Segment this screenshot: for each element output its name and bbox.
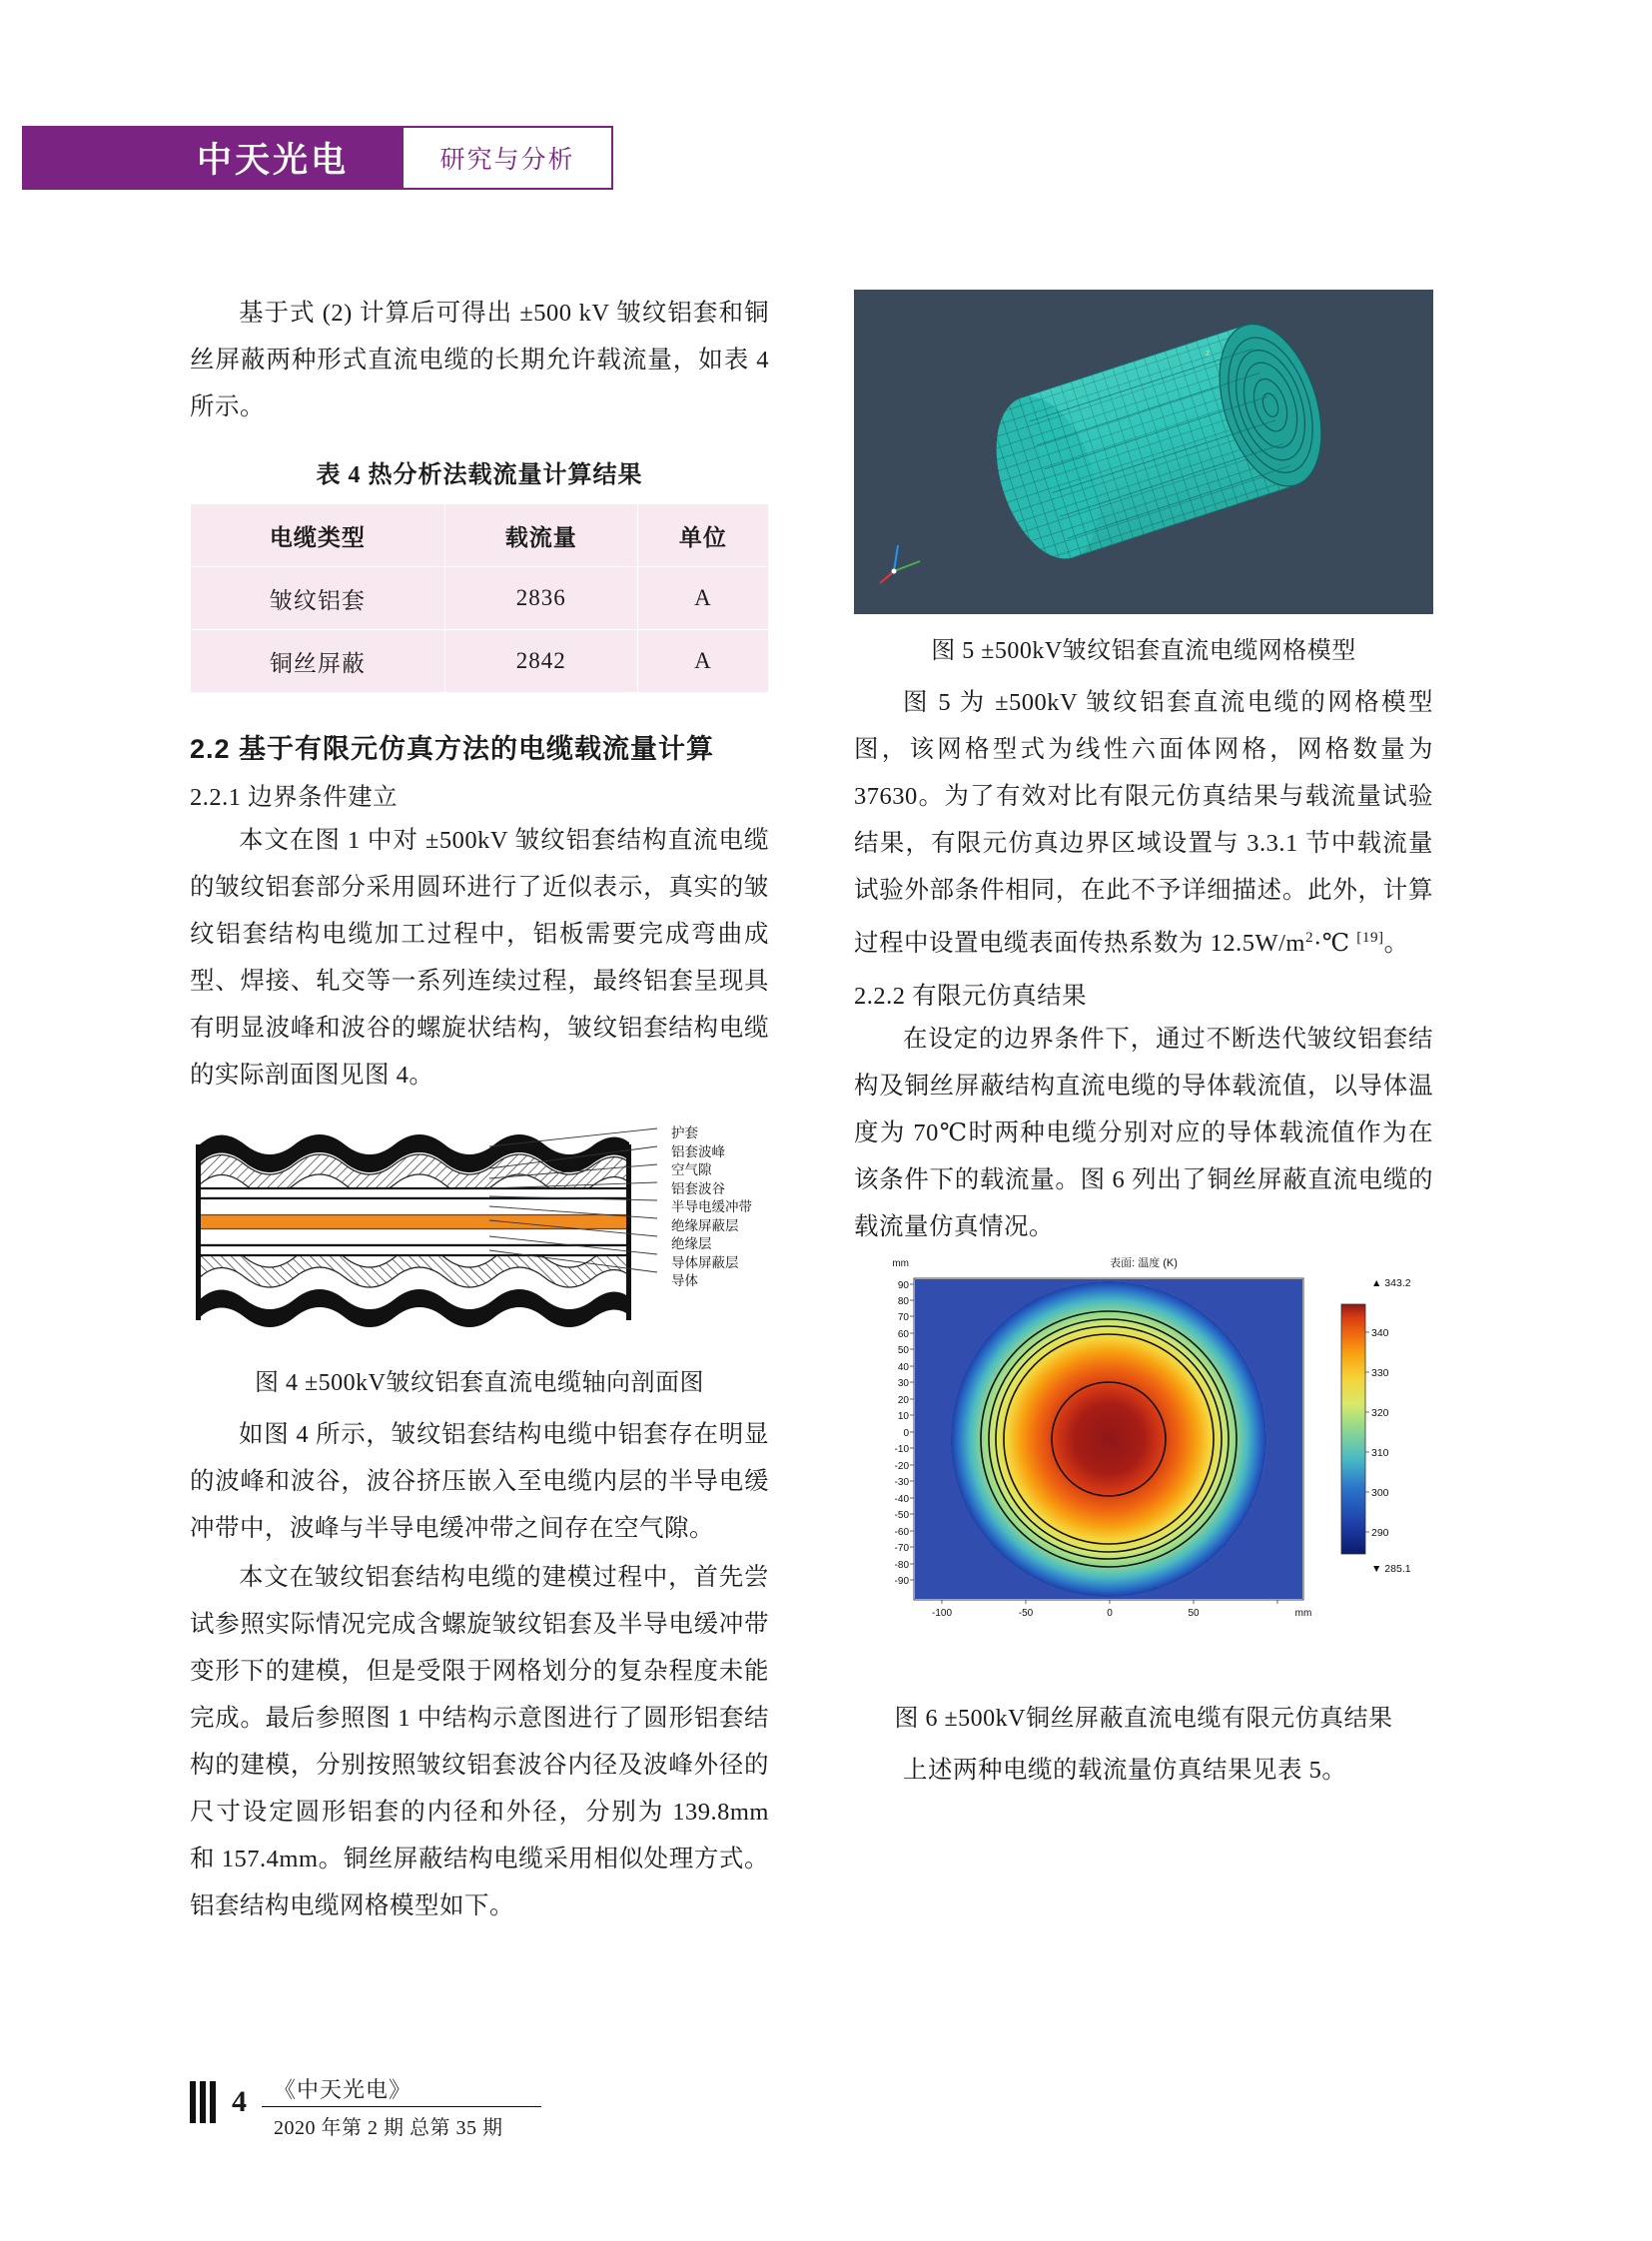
- table-cell-current: 2836: [444, 567, 637, 630]
- table-col-header-current: 载流量: [444, 504, 637, 567]
- right-column: [854, 290, 1433, 1796]
- table4-caption: 表 4 热分析法载流量计算结果: [316, 462, 643, 488]
- journal-title: 《中天光电》: [274, 2077, 413, 2102]
- heading-section-2-2-1: 2.2.1 边界条件建立: [190, 784, 399, 811]
- insulation-shield-bottom: [198, 1228, 629, 1245]
- figure-5-drawing: [854, 290, 1433, 614]
- unit-superscript: 2: [1305, 929, 1314, 946]
- table-col-header-type: 电缆类型: [191, 504, 445, 567]
- footer-text-group: [262, 2073, 541, 2140]
- conductor-core: [198, 1215, 629, 1228]
- table-col-header-unit: 单位: [637, 504, 768, 567]
- svg-text:60: 60: [897, 1329, 909, 1341]
- y-axis-ticks: [910, 1284, 914, 1580]
- semicon-buffer-bottom: [198, 1245, 629, 1255]
- svg-text:-80: -80: [894, 1560, 909, 1572]
- figure-5-caption: 图 5 ±500kV皱纹铝套直流电缆网格模型: [931, 638, 1356, 664]
- paragraph-mesh-description: [854, 679, 1433, 967]
- paragraph-mesh-text: 图 5 为 ±500kV 皱纹铝套直流电缆的网格模型图，该网格型式为线性六面体网格，网格数量为 37630。为了有效对比有限元仿真结果与载流量试验结果，有限元仿真边界区域设置与 3.3.1 节中载流量试验外部条件相同，在此不予详细描述。此外，计算过程中设置电缆表面传热系数为 12.5W/m: [854, 689, 1433, 958]
- table-cell-unit: A: [637, 630, 768, 693]
- insulation-shield-top: [198, 1198, 629, 1215]
- figure-4-label: 空气隙: [671, 1162, 712, 1177]
- svg-text:-50: -50: [894, 1510, 909, 1522]
- svg-text:▼ 285.1: ▼ 285.1: [1371, 1563, 1411, 1576]
- semicon-buffer-top: [198, 1188, 629, 1198]
- figure-6-caption: 图 6 ±500kV铜丝屏蔽直流电缆有限元仿真结果: [894, 1706, 1393, 1733]
- figure-6-plot-title: 表面: 温度 (K): [1110, 1257, 1178, 1270]
- figure-6-temperature-plot: [854, 1252, 1433, 1682]
- heading-section-2-2-2: 2.2.2 有限元仿真结果: [854, 983, 1088, 1011]
- brand-logo: [142, 126, 404, 190]
- figure-4-label-list: [671, 1124, 752, 1291]
- table-row: [191, 630, 769, 693]
- page-number: 4: [232, 2085, 247, 2118]
- svg-text:-90: -90: [894, 1576, 909, 1588]
- svg-text:330: 330: [1371, 1367, 1389, 1380]
- svg-text:30: 30: [897, 1378, 909, 1390]
- figure-4-caption: 图 4 ±500kV皱纹铝套直流电缆轴向剖面图: [254, 1370, 704, 1396]
- svg-text:-60: -60: [894, 1527, 909, 1539]
- svg-text:50: 50: [1188, 1608, 1200, 1620]
- svg-text:300: 300: [1371, 1487, 1389, 1500]
- reference-superscript: [19]: [1356, 929, 1384, 946]
- y-axis-labels: [892, 1258, 909, 1587]
- svg-text:-50: -50: [1018, 1608, 1034, 1620]
- table-cell-unit: A: [637, 567, 768, 630]
- svg-text:70: 70: [897, 1312, 909, 1324]
- heading-section-2-2: 2.2 基于有限元仿真方法的电缆载流量计算: [190, 734, 715, 764]
- header-accent-block: [22, 126, 142, 190]
- svg-text:310: 310: [1371, 1447, 1389, 1460]
- figure-4-label: 铝套波峰: [671, 1143, 725, 1159]
- figure-4-label: 导体屏蔽层: [671, 1254, 739, 1270]
- figure-4-label: 绝缘屏蔽层: [671, 1217, 739, 1233]
- section-label-box: [404, 126, 613, 190]
- svg-text:-30: -30: [894, 1477, 909, 1489]
- svg-text:290: 290: [1371, 1527, 1389, 1540]
- table-cell-type: 铜丝屏蔽: [191, 630, 445, 693]
- svg-text:-20: -20: [894, 1461, 909, 1473]
- colorbar-ticks: [1365, 1332, 1369, 1532]
- figure-4-label: 铝套波谷: [671, 1180, 725, 1196]
- svg-text:320: 320: [1371, 1407, 1389, 1420]
- svg-text:-70: -70: [894, 1543, 909, 1555]
- svg-text:10: 10: [897, 1411, 909, 1423]
- svg-text:mm: mm: [1294, 1608, 1312, 1620]
- svg-text:40: 40: [897, 1362, 909, 1374]
- svg-text:0: 0: [903, 1428, 909, 1440]
- svg-text:20: 20: [897, 1395, 909, 1407]
- paragraph-boundary-conditions: 本文在图 1 中对 ±500kV 皱纹铝套结构直流电缆的皱纹铝套部分采用圆环进行了近似表示，真实的皱纹铝套结构电缆加工过程中，铝板需要完成弯曲成型、焊接、轧交等一系列连续过程，最终铝套呈现具有明显波峰和波谷的螺旋状结构，皱纹铝套结构电缆的实际剖面图见图 4。: [190, 827, 769, 1089]
- table-cell-current: 2842: [444, 630, 637, 693]
- colorbar: [1341, 1304, 1365, 1554]
- paragraph-fem-results: 在设定的边界条件下，通过不断迭代皱纹铝套结构及铜丝屏蔽结构直流电缆的导体载流值，以导体温度为 70℃时两种电缆分别对应的导体载流值作为在该条件下的载流量。图 6 列出了铜丝屏蔽直流电缆的载流量仿真情况。: [854, 1026, 1433, 1241]
- svg-text:0: 0: [1107, 1608, 1113, 1620]
- svg-text:z: z: [1206, 348, 1211, 358]
- x-axis-ticks: [942, 1600, 1277, 1604]
- figure-4-label: 护套: [671, 1125, 698, 1140]
- svg-text:mm: mm: [892, 1258, 909, 1270]
- table-4-current-capacity: [190, 503, 769, 693]
- figure-4-label: 半导电缓冲带: [671, 1199, 752, 1214]
- x-axis-labels: [932, 1608, 1311, 1619]
- figure-6-drawing: [854, 1252, 1433, 1682]
- figure-4-label: 绝缘层: [671, 1236, 712, 1251]
- figure-4-label: 导体: [671, 1273, 698, 1288]
- end-cap-left: [196, 1144, 201, 1320]
- section-label-text: 研究与分析: [439, 146, 575, 174]
- svg-text:50: 50: [897, 1345, 909, 1357]
- table-cell-type: 皱纹铝套: [191, 567, 445, 630]
- paragraph-table5-ref: 上述两种电缆的载流量仿真结果见表 5。: [903, 1757, 1347, 1785]
- end-cap-right: [626, 1144, 631, 1320]
- unit-mid-text: ·℃: [1313, 930, 1357, 958]
- table-header-row: [191, 504, 769, 567]
- paragraph-end-punct: 。: [1383, 930, 1409, 958]
- svg-text:▲ 343.2: ▲ 343.2: [1371, 1277, 1411, 1290]
- table-row: [191, 567, 769, 630]
- paragraph-intro: 基于式 (2) 计算后可得出 ±500 kV 皱纹铝套和铜丝屏蔽两种形式直流电缆的长期允许载流量，如表 4 所示。: [190, 300, 769, 420]
- brand-logo-text: 中天光电: [196, 140, 349, 181]
- issue-info: 2020 年第 2 期 总第 35 期: [262, 2106, 541, 2140]
- colorbar-labels: [1371, 1277, 1411, 1575]
- jacket-bottom: [198, 1289, 629, 1327]
- figure-5-mesh-model: [854, 290, 1433, 614]
- svg-text:340: 340: [1371, 1327, 1389, 1340]
- svg-text:90: 90: [897, 1280, 909, 1292]
- figure-4-cable-cross-section: [190, 1117, 769, 1346]
- paragraph-corrugation: 如图 4 所示，皱纹铝套结构电缆中铝套存在明显的波峰和波谷，波谷挤压嵌入至电缆内层的半导电缓冲带中，波峰与半导电缓冲带之间存在空气隙。: [190, 1421, 769, 1542]
- page-footer: [190, 2073, 789, 2145]
- footer-bars-icon: [190, 2081, 216, 2123]
- figure-5-annotation: [1206, 348, 1211, 358]
- svg-text:-40: -40: [894, 1494, 909, 1506]
- svg-text:80: 80: [897, 1296, 909, 1308]
- svg-text:-10: -10: [894, 1444, 909, 1456]
- paragraph-modelling: 本文在皱纹铝套结构电缆的建模过程中，首先尝试参照实际情况完成含螺旋皱纹铝套及半导电缓冲带变形下的建模，但是受限于网格划分的复杂程度未能完成。最后参照图 1 中结构示意图进行了圆形铝套结构的建模，分别按照皱纹铝套波谷内径及波峰外径的尺寸设定圆形铝套的内径和外径，分别为 139.8mm 和 157.4mm。铜丝屏蔽结构电缆采用相似处理方式。铝套结构电缆网格模型如下。: [190, 1564, 769, 1919]
- left-column: [190, 290, 769, 1931]
- svg-text:-100: -100: [931, 1608, 953, 1620]
- page-header: [0, 126, 1652, 190]
- figure-4-drawing: [190, 1117, 659, 1331]
